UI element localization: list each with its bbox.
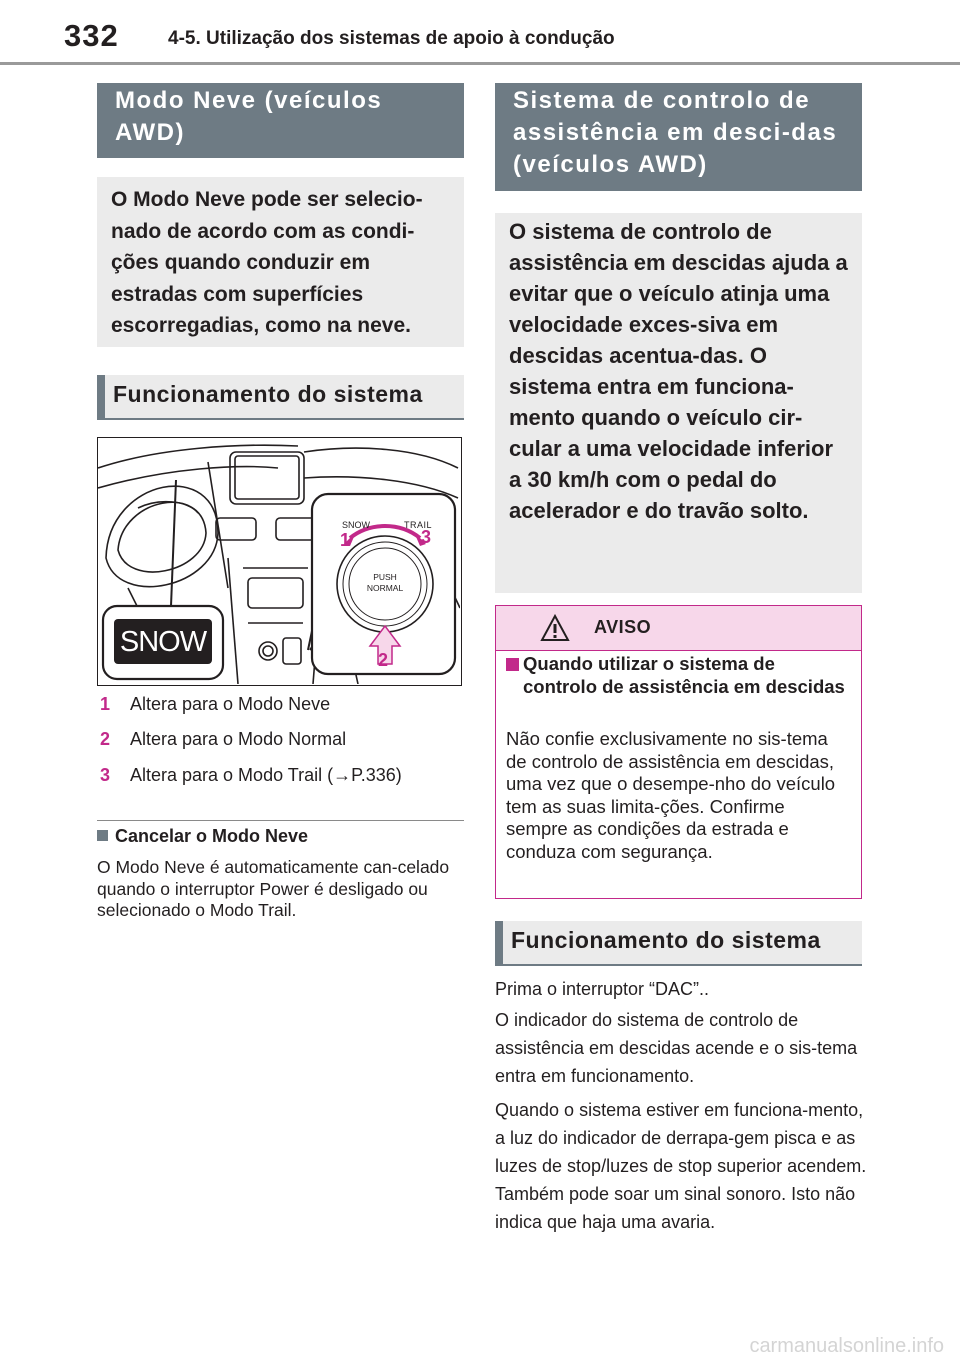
button-label-normal: NORMAL xyxy=(366,583,404,593)
warning-label: AVISO xyxy=(594,617,652,637)
warning-title xyxy=(506,653,846,698)
warning-box xyxy=(495,605,862,899)
marker-3: 3 xyxy=(421,527,432,547)
left-subheading xyxy=(97,375,464,420)
step-text: Altera para o Modo Trail (→P.336) xyxy=(130,765,402,785)
step-text: Altera para o Modo Neve xyxy=(130,694,331,714)
note-text: O Modo Neve é automaticamente can-celado quando o interruptor Power é desligado ou selecionado o Modo Trail. xyxy=(97,857,450,920)
paragraph-3: Quando o sistema estiver em funciona-mento, a luz do indicador de derrapa-gem pisca e as luzes de stop/luzes de stop superior acendem. Também pode soar um sinal sonoro. Isto não indica que haja uma avaria. xyxy=(495,1100,867,1232)
marker-1: 1 xyxy=(340,530,351,550)
step-text: Altera para o Modo Normal xyxy=(130,729,347,749)
right-subheading xyxy=(495,921,862,966)
dac-title: Sistema de controlo de assistência em desci-das (veículos AWD) xyxy=(513,87,838,178)
dac-title-box xyxy=(495,83,862,191)
note-divider xyxy=(97,820,464,821)
header-rule xyxy=(0,62,960,65)
section-title: 4-5. Utilização dos sistemas de apoio à condução xyxy=(168,28,615,49)
warning-body: Não confie exclusivamente no sis-tema de controlo de assistência em descidas, uma vez que o desempe-nho do veículo tem as suas limita-ções. Confirme sempre as condições da estrada e conduza com segurança. xyxy=(506,728,836,862)
paragraph-2: O indicador do sistema de controlo de assistência em descidas acende e o sis-tema entra em funcionamento. xyxy=(495,1010,858,1086)
note-title: Cancelar o Modo Neve xyxy=(115,826,309,846)
warning-title-text: Quando utilizar o sistema de controlo de assistência em descidas xyxy=(523,653,845,697)
watermark: carmanualsonline.info xyxy=(749,1335,944,1357)
snow-mode-intro: O Modo Neve pode ser selecio-nado de acordo com as condi-ções quando conduzir em estradas com superfícies escorregadias, como na neve. xyxy=(111,188,423,337)
warning-header xyxy=(496,606,861,651)
right-subheading-text: Funcionamento do sistema xyxy=(511,927,821,953)
marker-2: 2 xyxy=(378,650,389,670)
warning-triangle-icon xyxy=(540,614,570,642)
step-number: 1 xyxy=(100,694,111,714)
step-number: 2 xyxy=(100,729,111,749)
page-number: 332 xyxy=(64,18,119,53)
page-header xyxy=(0,0,960,68)
snow-mode-title-box xyxy=(97,83,464,158)
snow-mode-illustration xyxy=(97,437,462,686)
left-subheading-text: Funcionamento do sistema xyxy=(113,381,423,407)
snow-callout-label: SNOW xyxy=(119,626,207,658)
dial-label-trail: TRAIL xyxy=(404,520,433,530)
dac-intro-box xyxy=(495,213,862,593)
square-bullet-icon xyxy=(97,830,108,841)
button-label-push: PUSH xyxy=(373,572,397,582)
step-number: 3 xyxy=(100,765,111,785)
dial-label-snow: SNOW xyxy=(342,520,370,530)
dac-intro: O sistema de controlo de assistência em descidas ajuda a evitar que o veículo atinja uma velocidade exces-siva em descidas acentua-das. O sistema entra em funciona-mento quando o veículo cir-cular a uma velocidade inferior a 30 km/h com o pedal do acelerador e do travão solto. xyxy=(509,219,848,523)
snow-mode-title: Modo Neve (veículos AWD) xyxy=(115,87,383,146)
paragraph-1: Prima o interruptor “DAC”.. xyxy=(495,979,710,999)
note-heading xyxy=(97,826,308,847)
square-bullet-icon xyxy=(506,658,519,671)
snow-mode-intro-box xyxy=(97,177,464,347)
